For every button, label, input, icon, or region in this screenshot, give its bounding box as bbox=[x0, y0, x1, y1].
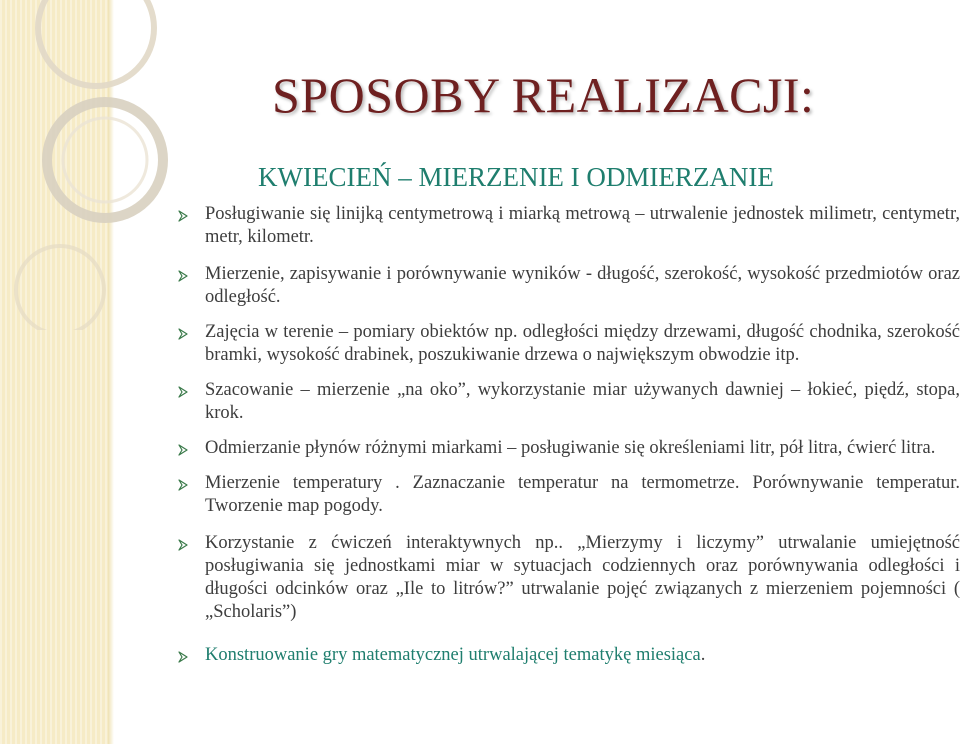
arrow-bullet-icon bbox=[177, 210, 189, 222]
bullet-text: Zajęcia w terenie – pomiary obiektów np. odległości między drzewami, długość chodnika, szerokość bramki, wysokość drabinek, poszukiwanie drzewa o największym obwodzie itp. bbox=[205, 322, 960, 365]
bullet-text: Odmierzanie płynów różnymi miarkami – posługiwanie się określeniami litr, pół litra, ćwierć litra. bbox=[205, 438, 936, 458]
bullet-item bbox=[177, 203, 960, 249]
bullet-text: Korzystanie z ćwiczeń interaktywnych np.. „Mierzymy i liczymy” utrwalanie umiejętność posługiwania się jednostkami miar w sytuacjach codziennych oraz porównywania odległości i długości odcinków oraz „Ile to litrów?” utrwalanie pojęć związanych z mierzeniem pojemności ( „Scholaris”) bbox=[205, 533, 960, 622]
arrow-bullet-icon bbox=[177, 386, 189, 398]
bullet-item bbox=[177, 532, 960, 624]
arrow-bullet-icon bbox=[177, 328, 189, 340]
bullet-text-highlight: Konstruowanie gry matematycznej utrwalającej tematykę miesiąca bbox=[205, 645, 701, 665]
arrow-bullet-icon bbox=[177, 479, 189, 491]
bullet-text: Posługiwanie się linijką centymetrową i miarką metrową – utrwalenie jednostek milimetr, centymetr, metr, kilometr. bbox=[205, 204, 960, 247]
slide-subtitle: KWIECIEŃ – MIERZENIE I ODMIERZANIE bbox=[258, 162, 774, 192]
decorative-rings-graphic bbox=[0, 0, 180, 330]
bullet-item bbox=[177, 263, 960, 309]
bullet-list bbox=[177, 203, 960, 667]
bullet-item bbox=[177, 472, 960, 518]
bullet-item bbox=[177, 379, 960, 425]
arrow-bullet-icon bbox=[177, 651, 189, 663]
arrow-bullet-icon bbox=[177, 444, 189, 456]
bullet-text: Mierzenie temperatury . Zaznaczanie temperatur na termometrze. Porównywanie temperatur. Tworzenie map pogody. bbox=[205, 473, 960, 516]
bullet-text: Mierzenie, zapisywanie i porównywanie wyników - długość, szerokość, wysokość przedmiotów oraz odległość. bbox=[205, 264, 960, 307]
bullet-text-end: . bbox=[700, 645, 706, 665]
arrow-bullet-icon bbox=[177, 539, 189, 551]
bullet-item bbox=[177, 437, 960, 460]
bullet-text: Szacowanie – mierzenie „na oko”, wykorzystanie miar używanych dawniej – łokieć, piędź, stopa, krok. bbox=[205, 380, 960, 423]
slide-title: SPOSOBY REALIZACJI: bbox=[272, 67, 815, 123]
bullet-item bbox=[177, 321, 960, 367]
bullet-item bbox=[177, 644, 960, 667]
arrow-bullet-icon bbox=[177, 270, 189, 282]
